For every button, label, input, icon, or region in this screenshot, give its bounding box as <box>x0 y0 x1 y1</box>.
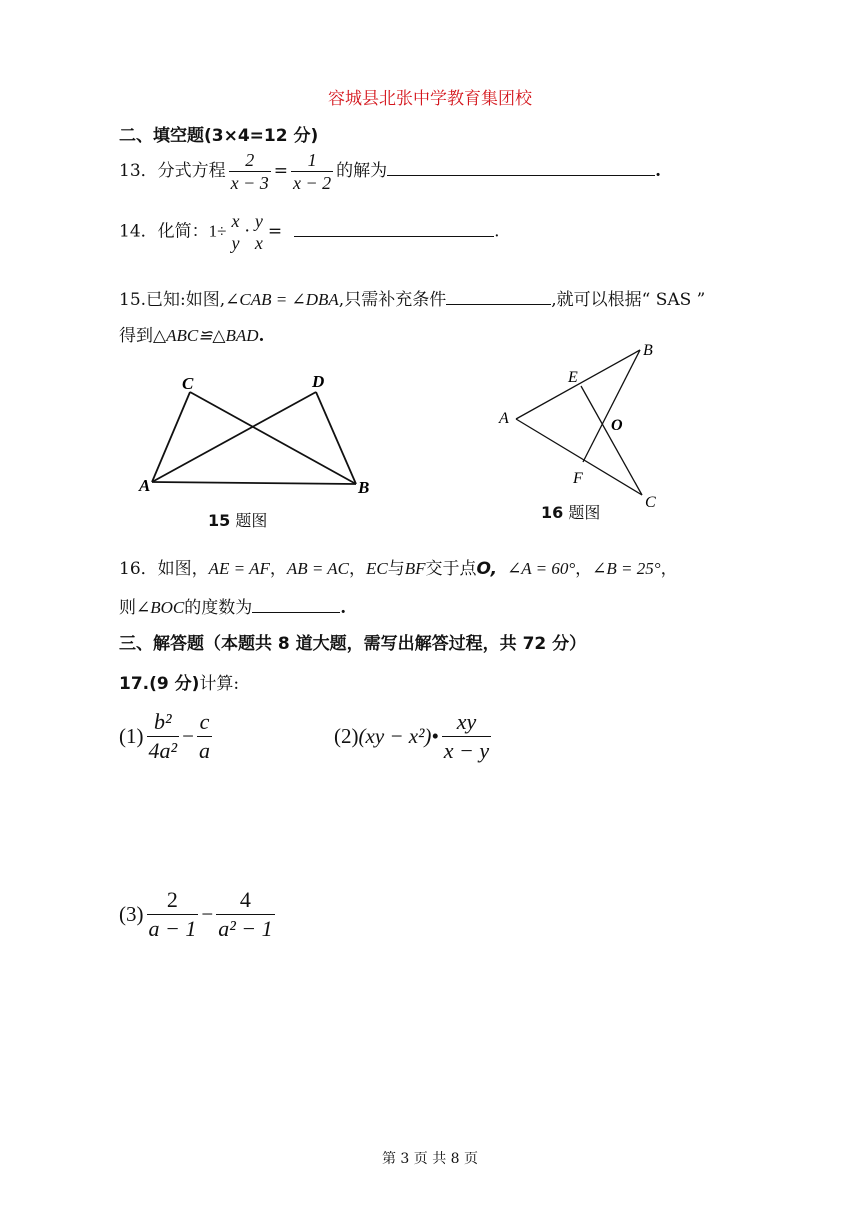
fig15-segment-db <box>316 392 356 484</box>
p3-f1-den: a − 1 <box>148 916 197 941</box>
fig16-label-f: F <box>573 470 583 487</box>
p2-num: xy <box>456 709 477 734</box>
fig15-segment-ad <box>152 392 316 482</box>
problem-1 <box>119 708 215 765</box>
fig16-caption-text: 题图 <box>568 503 601 522</box>
q16-text: 与 <box>387 559 405 579</box>
p3-f1-num: 2 <box>166 887 178 912</box>
q16-end: . <box>340 598 347 618</box>
fig16-label-c: C <box>645 494 656 511</box>
q14-label: 14．化简： <box>119 221 209 242</box>
q14-expr: 1÷ <box>208 221 227 241</box>
q14-fraction-1 <box>229 210 241 254</box>
p1-label: (1) <box>119 724 144 748</box>
figure-15-caption <box>208 508 267 531</box>
q16-line2-text: 则 <box>119 598 136 618</box>
q16-line2-tail: 的度数为 <box>184 598 253 618</box>
q15-end: . <box>258 326 265 346</box>
p2-label: (2) <box>334 724 359 748</box>
q16-text: 交于点 <box>425 559 477 579</box>
q16-angle-b: ∠B = 25° <box>592 559 661 578</box>
p1-fraction-1 <box>147 708 180 765</box>
fig16-segment-ab <box>516 350 640 419</box>
fig15-label-c: C <box>182 374 194 393</box>
p3-fraction-2 <box>216 886 274 943</box>
fig15-label-d: D <box>312 372 325 391</box>
q13-end: . <box>655 161 662 181</box>
q15-text-2: ,就可以根据“ SAS ” <box>551 290 706 310</box>
problem-3 <box>119 886 278 943</box>
q13-answer-blank[interactable] <box>387 159 655 176</box>
q17-label: 17.(9 分) <box>119 674 200 694</box>
q13-tail: 的解为 <box>336 161 388 181</box>
q17-text: 计算: <box>199 674 240 694</box>
q13-f2-num: 1 <box>307 150 317 170</box>
question-15-line2 <box>119 321 264 346</box>
q16-cond-2: AB = AC <box>286 559 349 578</box>
figure-16-caption <box>541 500 600 523</box>
p1-f1-num: b² <box>154 709 172 734</box>
q14-fraction-2 <box>253 210 265 254</box>
fig15-segment-ab <box>152 482 356 484</box>
p3-minus: − <box>201 902 214 926</box>
q14-answer-blank[interactable] <box>294 220 494 237</box>
fig16-caption-num: 16 <box>541 503 564 522</box>
question-15-line1 <box>119 285 705 310</box>
fig15-segment-cb <box>190 392 356 484</box>
q13-label: 13．分式方程 <box>119 161 226 181</box>
q16-bf: BF <box>404 559 426 578</box>
p1-f2-den: a <box>198 738 210 763</box>
p1-minus: − <box>182 724 194 748</box>
problem-2 <box>334 708 494 765</box>
q14-f1-num: x <box>231 211 240 231</box>
q13-fraction-1 <box>229 149 271 194</box>
q15-line2-text: 得到 <box>119 326 153 346</box>
p1-f2-num: c <box>199 709 210 734</box>
q16-angle-boc: ∠BOC <box>136 598 185 617</box>
fig15-label-a: A <box>139 476 151 495</box>
p2-fraction <box>442 708 491 765</box>
section-fill-in-title: 二、填空题(3×4=12 分) <box>119 126 319 146</box>
fig15-caption-num: 15 <box>208 511 231 530</box>
question-16-line2 <box>119 593 346 618</box>
fig15-segment-ac <box>152 392 190 482</box>
q14-f2-num: y <box>254 211 263 231</box>
fig16-label-b: B <box>643 342 653 359</box>
figure-16 <box>490 335 670 515</box>
q14-end: . <box>494 221 500 242</box>
q15-text: ,只需补充条件 <box>338 290 447 310</box>
p2-expr: (xy − x²)• <box>358 724 439 748</box>
p3-fraction-1 <box>147 886 199 943</box>
question-14 <box>119 210 500 254</box>
q15-label: 15.已知:如图, <box>119 290 226 310</box>
q16-ec: EC <box>366 559 388 578</box>
q14-dot: · <box>244 221 250 242</box>
p2-den: x − y <box>443 738 490 763</box>
q13-fraction-2 <box>291 149 333 194</box>
p1-f1-den: 4a² <box>148 738 178 763</box>
q13-f1-den: x − 3 <box>230 173 269 193</box>
q16-sep: ， <box>269 559 287 579</box>
q13-f2-den: x − 2 <box>293 173 332 193</box>
q14-equals: = <box>267 221 283 242</box>
q15-congruence: △ABC≌△BAD <box>153 326 259 345</box>
fig15-caption-text: 题图 <box>235 511 268 530</box>
p3-f2-num: 4 <box>239 887 251 912</box>
section-answer-title: 三、解答题（本题共 8 道大题，需写出解答过程，共 72 分） <box>119 634 587 654</box>
q16-answer-blank[interactable] <box>252 596 340 613</box>
q16-label: 16．如图， <box>119 559 209 579</box>
question-16-line1 <box>119 554 678 579</box>
q15-condition: ∠CAB = ∠DBA <box>225 290 339 309</box>
q16-sep: ， <box>575 559 593 579</box>
q15-answer-blank[interactable] <box>446 288 551 305</box>
school-header: 容城县北张中学教育集团校 <box>328 89 532 109</box>
figure-15 <box>130 365 380 505</box>
fig16-label-o: O <box>611 417 623 434</box>
q13-equals: = <box>273 161 289 181</box>
q16-cond-1: AE = AF <box>208 559 270 578</box>
page-footer: 第 3 页 共 8 页 <box>381 1151 479 1167</box>
q14-f2-den: x <box>254 233 263 253</box>
question-13 <box>119 149 661 194</box>
q16-sep: ， <box>660 559 678 579</box>
q16-sep: ， <box>349 559 366 579</box>
p3-f2-den: a² − 1 <box>218 916 273 941</box>
q16-angle-a: ∠A = 60° <box>507 559 576 578</box>
p3-label: (3) <box>119 902 144 926</box>
q14-f1-den: y <box>231 233 240 253</box>
p1-fraction-2 <box>197 708 212 765</box>
q13-f1-num: 2 <box>245 150 255 170</box>
fig15-label-b: B <box>358 478 370 497</box>
q16-point-o: O, <box>476 559 498 579</box>
fig16-label-a: A <box>499 410 509 427</box>
question-17-title <box>119 669 239 694</box>
fig16-label-e: E <box>568 369 578 386</box>
fig16-segment-ec <box>581 386 642 495</box>
